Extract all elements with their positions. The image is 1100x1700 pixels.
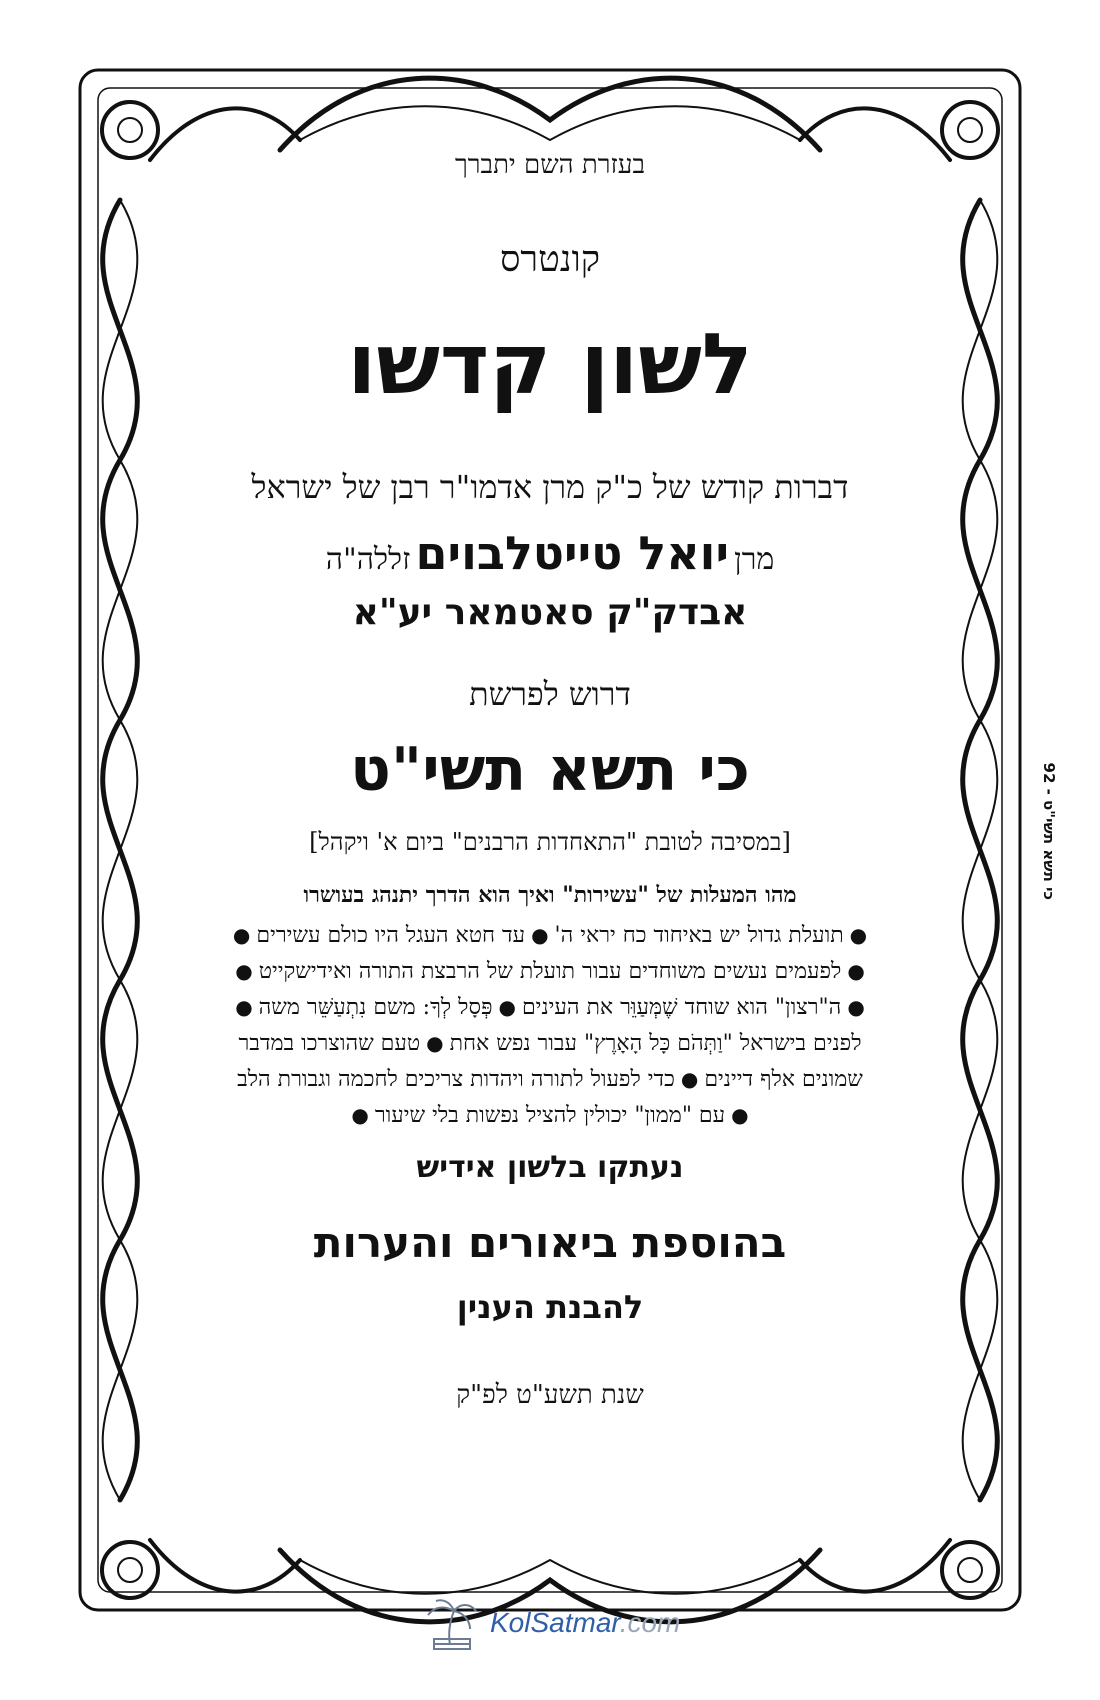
author-title: אבדק"ק סאטמאר יע"א — [352, 592, 748, 633]
side-page-label: כי תשא תשי"ט - 92 — [1040, 762, 1058, 900]
topic-item: כדי לפעול לתורה ויהדות צריכים לחכמה וגבורת הלב — [237, 1067, 675, 1092]
main-title: לשון קדשו — [347, 315, 753, 413]
palm-logo-icon — [420, 1595, 480, 1655]
topic-row: ●תועלת גדול יש באיחוד כח יראי ה'●עד חטא העגל היו כולם עשירים● — [232, 923, 868, 948]
brand-text: KolSatmar.com — [490, 1607, 681, 1638]
author-suffix: זללה"ה — [325, 542, 411, 577]
topics-list — [175, 922, 925, 1138]
topics-heading: מהו המעלות של "עשירות" ואיך הוא הדרך יתנהג בעושרו — [303, 882, 797, 908]
parsha-title: כי תשא תשי"ט — [350, 735, 750, 805]
kuntres-label: קונטרס — [499, 239, 601, 280]
additions-line: בהוספת ביאורים והערות — [313, 1218, 787, 1267]
author-name: יואל טייטלבוים — [415, 526, 730, 580]
author-intro: דברות קודש של כ"ק מרן אדמו"ר רבן של ישראל — [251, 468, 849, 506]
drasha-intro: דרוש לפרשת — [469, 675, 631, 713]
topic-item: שמונים אלף דיינים — [704, 1067, 863, 1092]
topic-item: לפעמים נעשים משוחדים עבור תועלת של הרבצת התורה ואידישקייט — [258, 959, 842, 984]
title-page — [175, 140, 925, 1530]
topic-row: ●לפעמים נעשים משוחדים עבור תועלת של הרבצת התורה ואידישקייט● — [235, 959, 865, 984]
topic-row: ●ה"רצון" הוא שוחד שֶׁמְּעַוֵּר את העינים●פְּסָל לְךָ: משם נִתְעַשֵּׁר משה● — [235, 995, 865, 1020]
blessing-line: בעזרת השם יתברך — [455, 150, 645, 180]
year-line: שנת תשע"ט לפ"ק — [456, 1380, 644, 1410]
understanding-line: להבנת הענין — [456, 1288, 644, 1326]
footer-brand[interactable] — [420, 1595, 720, 1655]
topic-item: ה"רצון" הוא שוחד שֶׁמְּעַוֵּר את העינים — [521, 995, 842, 1020]
translation-line: נעתקו בלשון אידיש — [416, 1150, 684, 1185]
topic-row: לפנים בישראל "וַתְּהֹם כָּל הָאָרֶץ" עבור נפש אחת●טעם שהוצרכו במדבר — [238, 1031, 862, 1056]
topic-item: תועלת גדול יש באיחוד כח יראי ה' — [554, 923, 844, 948]
topic-item: עד חטא העגל היו כולם עשירים — [256, 923, 526, 948]
topic-item: טעם שהוצרכו במדבר — [238, 1031, 421, 1056]
topic-item: פְּסָל לְךָ: משם נִתְעַשֵּׁר משה — [258, 995, 493, 1020]
occasion-line: [במסיבה לטובת "התאחדות הרבנים" ביום א' ויקהל] — [309, 828, 791, 856]
topic-row: שמונים אלף דיינים●כדי לפעול לתורה ויהדות צריכים לחכמה וגבורת הלב — [237, 1067, 863, 1092]
author-prefix: מרן — [734, 542, 775, 577]
author-name-line — [175, 526, 925, 580]
topic-item: לפנים בישראל "וַתְּהֹם כָּל הָאָרֶץ" עבור נפש אחת — [449, 1031, 862, 1056]
topic-row: ●עם "ממון" יכולין להציל נפשות בלי שיעור● — [351, 1103, 749, 1128]
topic-item: עם "ממון" יכולין להציל נפשות בלי שיעור — [374, 1103, 726, 1128]
